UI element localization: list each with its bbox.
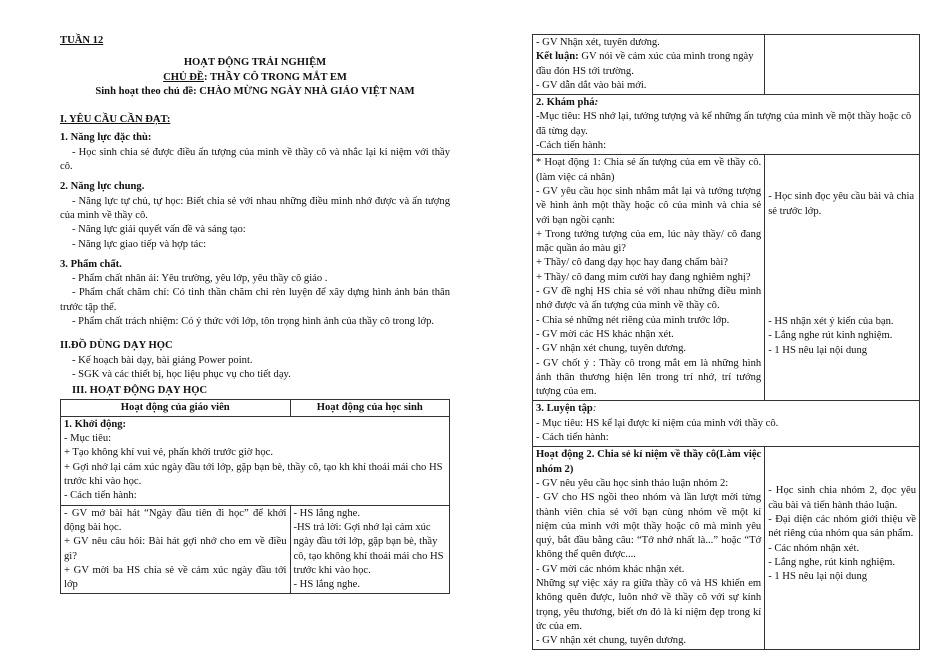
student-line: - Học sinh đọc yêu cầu bài và chia sẻ trước lớp. <box>768 191 915 217</box>
sub-topic: Sinh hoạt theo chủ đề: CHÀO MỪNG NGÀY NHÀ GIÁO VIỆT NAM <box>95 85 415 97</box>
capability-2-title: 2. Năng lực chung. <box>60 181 145 193</box>
student-cell <box>290 505 450 594</box>
student-line: - Học sinh chia nhóm 2, đọc yêu cầu bài và tiến hành thảo luận. <box>768 485 916 511</box>
teacher-line: - GV dẫn dắt vào bài mới. <box>536 79 647 91</box>
capability-2-item: - Năng lực giao tiếp và hợp tác: <box>72 238 207 250</box>
student-cell <box>765 155 920 401</box>
materials-item: - SGK và các thiết bị, học liệu phục vụ cho tiết dạy. <box>72 368 291 380</box>
student-line: - Các nhóm nhận xét. <box>768 542 860 554</box>
capability-3-title: 3. Phẩm chất. <box>60 258 122 270</box>
capability-2-item: - Năng lực giải quyết vấn đề và sáng tạo: <box>72 224 246 236</box>
teacher-line: + Thầy/ cô đang dạy học hay đang chấm bài? <box>536 257 728 269</box>
practice-colon: : <box>592 403 597 415</box>
warmup-cell <box>61 416 450 505</box>
teacher-line: + GV mời ba HS chia sẻ về cảm xúc ngày đầu tới lớp <box>64 564 287 591</box>
practice-goal: - Mục tiêu: HS kể lại được kỉ niệm của mình với thầy cô. <box>536 417 779 429</box>
warmup-line: - Mục tiêu: <box>64 433 112 445</box>
capability-2-item: - Năng lực tự chủ, tự học: Biết chia sẻ với nhau những điều mình nhớ được và ấn tượng của mình về thầy cô. <box>60 195 450 221</box>
student-line: - 1 HS nêu lại nội dung <box>768 344 868 356</box>
teacher-line: - GV mời các HS khác nhận xét. <box>536 328 674 340</box>
teacher-line: + Thầy/ cô đang mỉm cười hay đang nghiêm nghị? <box>536 271 751 283</box>
teacher-line: - GV mở bài hát “Ngày đầu tiên đi học” để khởi động bài học. <box>64 507 287 533</box>
quality-item: - Phẩm chất nhân ái: Yêu trường, yêu lớp, yêu thầy cô giáo . <box>72 273 328 285</box>
teacher-cell <box>533 447 765 650</box>
week-label: TUẦN 12 <box>60 35 104 46</box>
student-column-header: Hoạt động của học sinh <box>290 399 450 416</box>
table-row <box>533 447 920 650</box>
warmup-title: 1. Khởi động: <box>64 418 127 430</box>
capability-1-text: - Học sinh chia sẻ được điều ấn tượng của mình về thầy cô và nhắc lại kỉ niệm với thầy cô. <box>60 146 450 173</box>
practice-title: 3. Luyện tập <box>536 403 593 415</box>
table-row <box>533 35 920 95</box>
topic-label: CHỦ ĐỀ <box>163 71 204 83</box>
student-cell <box>765 447 920 650</box>
section-1-title: I. YÊU CẦU CẦN ĐẠT: <box>60 114 171 126</box>
activity-table-continued <box>532 34 920 650</box>
topic-value: : THẦY CÔ TRONG MẮT EM <box>203 71 347 83</box>
teacher-column-header: Hoạt động của giáo viên <box>61 399 291 416</box>
activity-2-title: Hoạt động 2. Chia sẻ kỉ niệm về thầy cô(Làm việc nhóm 2) <box>536 449 762 475</box>
student-line: - HS lắng nghe. <box>293 579 360 591</box>
explore-colon: : <box>594 97 599 109</box>
right-page <box>532 34 920 650</box>
warmup-row <box>61 416 450 505</box>
doc-heading: HOẠT ĐỘNG TRẢI NGHIỆM <box>183 57 327 69</box>
capability-1-title: 1. Năng lực đặc thù: <box>60 132 152 144</box>
teacher-line: * Hoạt động 1: Chia sẻ ấn tượng của em về thầy cô. (làm việc cá nhân) <box>536 157 762 183</box>
explore-title: 2. Khám phá <box>536 97 595 109</box>
teacher-cell <box>533 35 765 95</box>
explore-cell <box>533 95 920 155</box>
activity-table <box>60 399 450 595</box>
teacher-line: - GV nhận xét chung, tuyên dương. <box>536 343 687 355</box>
teacher-line: + GV nêu câu hỏi: Bài hát gợi nhớ cho em về điều gì? <box>64 536 287 562</box>
teacher-line: Những sự việc xảy ra giữa thầy cô và HS khiến em không quên được, luôn nhớ về thầy cô với sự kính trọng, yêu thương, biết ơn đó là kỉ niệm đẹp trong kí ức của em. <box>536 577 762 632</box>
teacher-line: + Trong tưởng tượng của em, lúc này thầy/ cô đang mặc quần áo màu gì? <box>536 228 762 255</box>
teacher-line: - GV mời các nhóm khác nhận xét. <box>536 563 685 575</box>
quality-item: - Phẩm chất chăm chỉ: Có tinh thần chăm chỉ rèn luyện để xây dựng hình ảnh bản thân trước tập thể. <box>60 287 450 313</box>
table-header-row <box>61 399 450 416</box>
teacher-cell <box>61 505 291 594</box>
practice-title-line <box>536 402 916 416</box>
explore-row <box>533 95 920 155</box>
explore-title-line <box>536 96 916 110</box>
teacher-line: - GV Nhận xét, tuyên dương. <box>536 37 660 48</box>
practice-cell <box>533 401 920 447</box>
explore-goal: -Mục tiêu: HS nhớ lại, tưởng tượng và kể những ấn tượng của mình về một thầy hoặc cô đã từng dạy. <box>536 111 912 137</box>
explore-how: -Cách tiến hành: <box>536 140 607 152</box>
section-3-title: III. HOẠT ĐỘNG DẠY HỌC <box>72 385 208 397</box>
teacher-line: - GV cho HS ngồi theo nhóm và lần lượt mời từng thành viên chia sẻ với bạn cùng nhóm về một kỉ niệm của mình với một thầy hoặc cô mà mình yêu quý, bắt đầu bằng câu: “Tớ nhớ nhất là...” hoặc “Tớ không thể quên được.... <box>536 492 762 561</box>
teacher-cell <box>533 155 765 401</box>
student-line: - Lắng nghe, rút kinh nghiệm. <box>768 556 895 568</box>
student-line: - HS lắng nghe. <box>293 507 360 519</box>
student-line: - HS nhận xét ý kiến của bạn. <box>768 315 894 327</box>
student-line: - Đại diện các nhóm giới thiệu về nét riêng của nhóm qua sản phẩm. <box>768 513 916 540</box>
warmup-line: + Gợi nhớ lại cảm xúc ngày đầu tới lớp, gặp bạn bè, thầy cô, tạo kh khí thoải mái cho HS trước khi vào học. <box>64 461 443 488</box>
teacher-line: - Chia sẻ những nét riêng của mình trước lớp. <box>536 314 730 326</box>
table-row <box>61 505 450 594</box>
student-line: - 1 HS nêu lại nội dung <box>768 571 868 583</box>
teacher-line: - GV đề nghị HS chia sẻ với nhau những điều mình nhớ được và ấn tượng của mình về thầy cô. <box>536 286 762 312</box>
teacher-line: - GV yêu cầu học sinh nhắm mắt lại và tưởng tượng về hình ảnh một thầy hoặc cô của mình và chia sẻ với bạn ngồi cạnh: <box>536 185 762 226</box>
conclusion-line <box>536 50 761 79</box>
student-line: - Lắng nghe rút kinh nghiệm. <box>768 330 893 342</box>
teacher-line: - GV nêu yêu cầu học sinh thảo luận nhóm 2: <box>536 477 729 489</box>
conclusion-text: GV nói về cảm xúc của mình trong ngày đầu đón HS tới trường. <box>536 51 754 77</box>
student-line: -HS trả lời: Gợi nhớ lại cảm xúc ngày đầu tới lớp, gặp bạn bè, thầy cô, tạo không khí thoải mái cho HS trước khi vào học. <box>293 521 444 576</box>
section-2-title: II.ĐỒ DÙNG DẠY HỌC <box>60 340 173 352</box>
teacher-line: - GV chốt ý : Thầy cô trong mắt em là những hình ảnh thân thương hiện lên trong trí nhớ, trí tưởng tượng của em. <box>536 357 762 398</box>
warmup-line: - Cách tiến hành: <box>64 490 137 502</box>
conclusion-label: Kết luận: <box>536 51 579 63</box>
practice-row <box>533 401 920 447</box>
topic-line <box>60 71 450 85</box>
practice-how: - Cách tiến hành: <box>536 432 609 444</box>
teacher-line: - GV nhận xét chung, tuyên dương. <box>536 635 687 647</box>
student-cell <box>765 35 920 95</box>
warmup-line: + Tạo không khí vui vẻ, phấn khởi trước giờ học. <box>64 447 273 459</box>
materials-item: - Kế hoạch bài dạy, bài giảng Power point. <box>72 354 253 366</box>
quality-item: - Phẩm chất trách nhiệm: Có ý thức với lớp, tôn trọng hình ảnh của thầy cô trong lớp. <box>72 316 435 328</box>
table-row <box>533 155 920 401</box>
left-page <box>60 34 450 594</box>
